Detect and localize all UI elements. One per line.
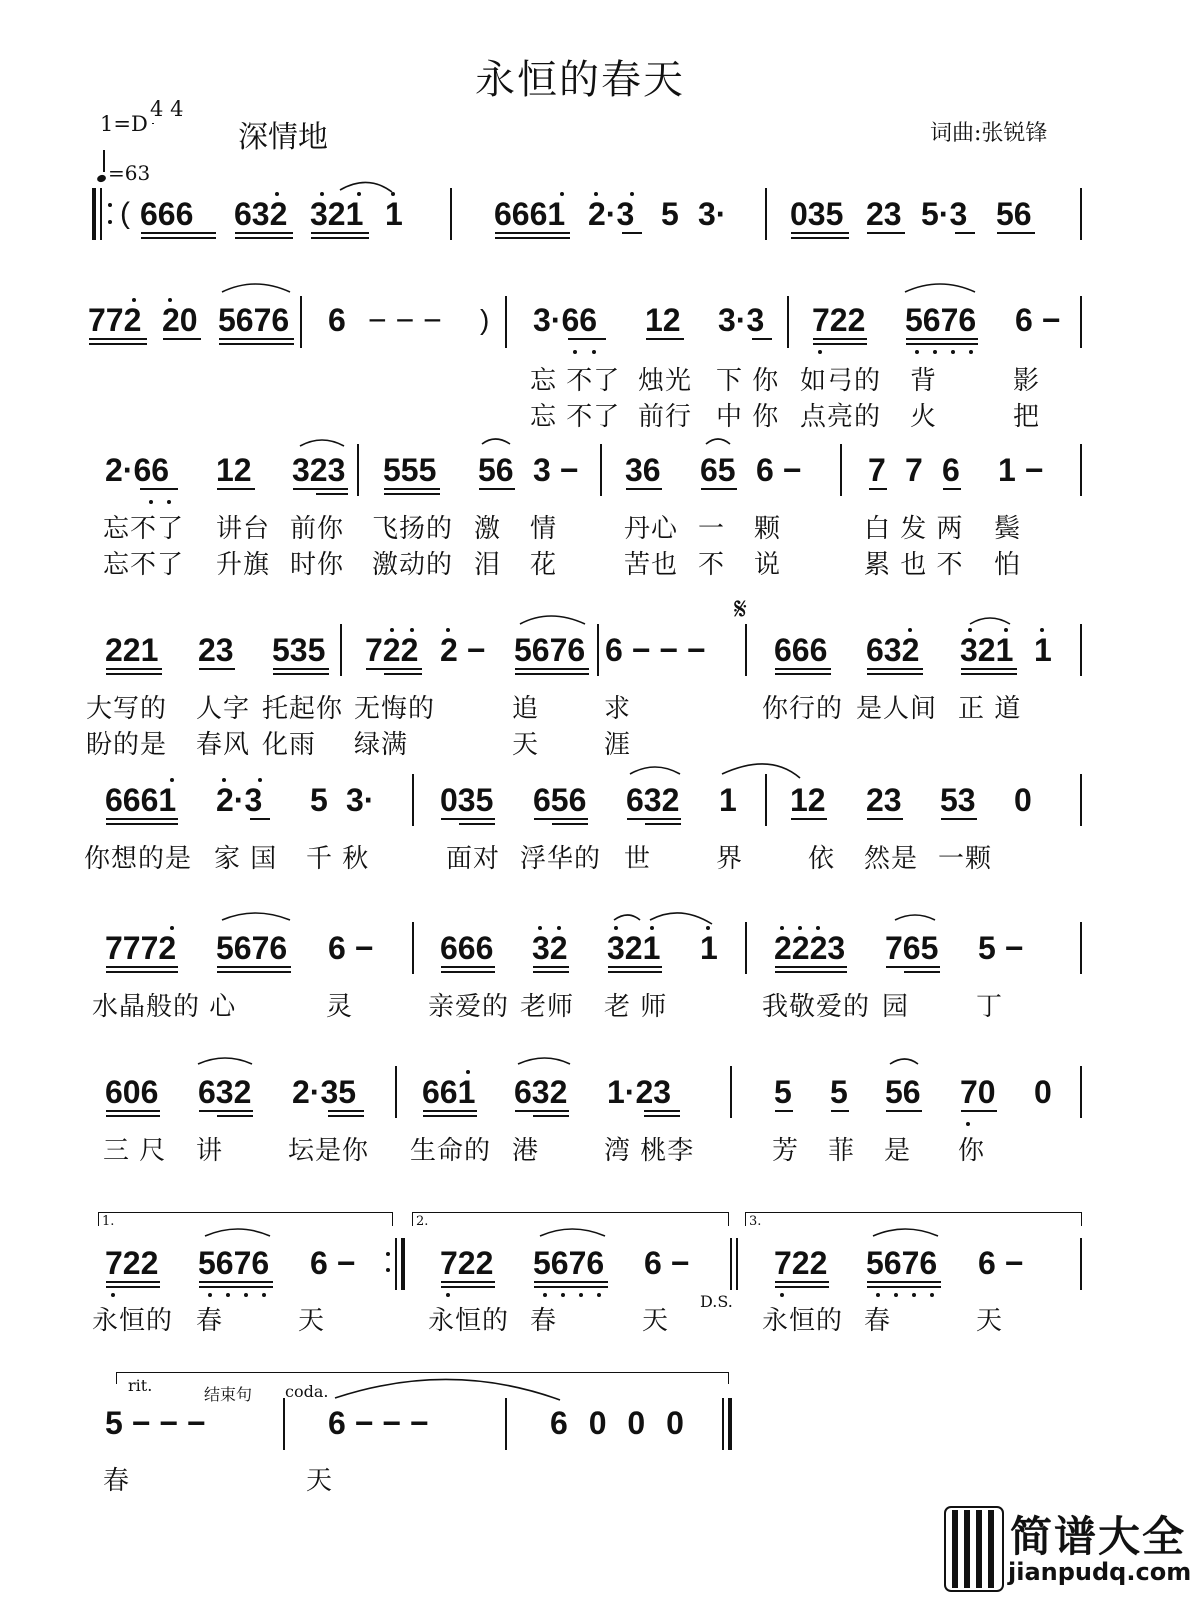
note-group: − − − (368, 302, 442, 338)
note-group: 6 − (310, 1245, 356, 1281)
lyric: 烛光 (638, 366, 693, 396)
note-group: 6 − − − (328, 1405, 429, 1441)
lyric: 苦也 (624, 550, 679, 580)
note-group: 3· (698, 196, 727, 232)
lyric: 生命的 (410, 1136, 492, 1166)
note-group: 23 (866, 196, 902, 232)
note-group: 323 (292, 452, 346, 488)
note-group: 632 (866, 632, 920, 668)
lyric: 春 (530, 1306, 558, 1336)
credit-line: 词曲:张锐锋 (930, 121, 1048, 146)
lyric: 怕 (994, 550, 1022, 580)
lyric: 水晶般的 心 (92, 992, 237, 1022)
lyric: 不 (698, 550, 726, 580)
note-group: 2·3 (588, 196, 635, 232)
lyric: 坛是你 (288, 1136, 370, 1166)
note-group: 23 (866, 782, 902, 818)
note-group: 722 (774, 1245, 828, 1281)
note-group: 32 (532, 930, 568, 966)
lyric: 永恒的 (762, 1306, 844, 1336)
lyric: 是 (884, 1136, 912, 1166)
lyric: 天 (298, 1306, 326, 1336)
lyric: 如弓的 (800, 366, 882, 396)
note-group: 5676 (866, 1245, 938, 1281)
note-group: 6 0 0 0 (550, 1405, 690, 1441)
lyric: 把 (1013, 402, 1041, 432)
note-group: 3·3 (718, 302, 765, 338)
lyric: 三 尺 (103, 1136, 167, 1166)
lyric: 灵 (326, 992, 354, 1022)
lyric: 涯 (604, 730, 632, 760)
note-group: 6 − (756, 452, 802, 488)
note-group: 0 (1014, 782, 1032, 818)
note-group: 2·35 (292, 1074, 357, 1110)
lyric: 飞扬的 (372, 514, 454, 544)
lyric: 背 (910, 366, 938, 396)
note-group: 5 (830, 1074, 848, 1110)
lyric: 天 (306, 1466, 334, 1496)
note-group: 666 (774, 632, 828, 668)
lyric: 千 秋 (306, 844, 370, 874)
note-group: 1·23 (607, 1074, 672, 1110)
lyric: 点亮的 (800, 402, 882, 432)
lyric: 影 (1013, 366, 1041, 396)
lyric: 老师 (520, 992, 575, 1022)
lyric: 忘不了 (103, 514, 185, 544)
lyric: 老 师 (604, 992, 668, 1022)
ending-2-label: 2. (416, 1214, 429, 1229)
note-group: 666 (440, 930, 494, 966)
lyric: 面对 (446, 844, 501, 874)
note-group: 53 (940, 782, 976, 818)
lyric: 亲爱的 (428, 992, 510, 1022)
lyric: 春风 (196, 730, 251, 760)
note-group: 65 (700, 452, 736, 488)
lyric: 绿满 (354, 730, 409, 760)
note-group: 661 (422, 1074, 476, 1110)
lyric: 累 也 不 (864, 550, 964, 580)
note-group: 632 (234, 196, 288, 232)
ending-3-label: 3. (749, 1214, 762, 1229)
note-group: 7 (868, 452, 886, 488)
lyric: 春 (196, 1306, 224, 1336)
lyric: 颗 (754, 514, 782, 544)
lyric: 永恒的 (92, 1306, 174, 1336)
note-group: 56 (885, 1074, 921, 1110)
note-group: 6 − (1015, 302, 1061, 338)
time-signature (150, 96, 184, 123)
note-group: 632 (626, 782, 680, 818)
note-group: 555 (383, 452, 437, 488)
lyric: 天 (642, 1306, 670, 1336)
watermark-name: 简谱大全 (1010, 1512, 1187, 1561)
lyric: 前你 (290, 514, 345, 544)
note-group: 765 (885, 930, 939, 966)
note-group: 656 (533, 782, 587, 818)
lyric: 忘 不了 (530, 366, 621, 396)
lyric: 托起你 (262, 694, 344, 724)
lyric: 你想的是 (84, 844, 193, 874)
lyric: 世 (624, 844, 652, 874)
note-group: 035 (440, 782, 494, 818)
note-group: 3· (346, 782, 375, 818)
lyric: 你行的 (762, 694, 844, 724)
note-group: 035 (790, 196, 844, 232)
lyric: 追 (512, 694, 540, 724)
lyric: 丹心 (624, 514, 679, 544)
note-group: 5676 (905, 302, 977, 338)
note-group: 5676 (218, 302, 290, 338)
note-group: 221 (105, 632, 159, 668)
note-group: 6 − (978, 1245, 1024, 1281)
rit-mark: rit. (128, 1376, 153, 1395)
note-group: 722 (440, 1245, 494, 1281)
note-group: 6 − (328, 930, 374, 966)
note-group: 5 (310, 782, 328, 818)
key-signature: 1=D (100, 112, 148, 136)
lyric: 湾 桃李 (604, 1136, 695, 1166)
note-group: 1 (1034, 632, 1052, 668)
note-group: 20 (162, 302, 198, 338)
note-group: 12 (645, 302, 681, 338)
lyric: 春 (103, 1466, 131, 1496)
lyric: 港 (512, 1136, 540, 1166)
lyric: 前行 (638, 402, 693, 432)
note-group: 5 − − − (105, 1405, 206, 1441)
score-page: 永恒的春天 1=D 4 4 深情地 词曲:张锐锋 =63 ( 666 632 321 1 6661 2·3 5 3· 035 23 5·3 56 772 20 5676 6 − − − ) 3·66 12 3·3 722 5676 6 − 忘 不了 烛光 下 你 如弓的 背 影 忘 不了 前行 中 你 点亮的 火 把 2·66 12 323 555 56 3 − 36 65 6 − 7 7 6 1 − 忘不了 讲台 前你 飞扬的 激 情 丹心 一 颗 白 发 两 鬓 忘不了 升旗 时你 激动的 泪 花 苦也 不 说 累 也 不 怕 221 23 535 722 2 − 5676 6 − − − 𝄋 666 632 321 1 大写的 人字 托起你 无悔的 追 求 你行的 是人间 正 道 盼的是 春风 化雨 绿满 天 涯 6661 2·3 5 3· 035 656 632 1 12 23 53 0 你想的是 家 国 千 秋 面对 浮华的 世 界 依 然是 一颗 7772 5676 6 − 666 32 321 1 2223 765 5 − 水晶般的 心 灵 亲爱的 老师 老 师 我敬爱的 园 丁 606 632 2·35 661 632 1·23 5 5 56 70 0 三 尺 讲 坛是你 生命的 港 湾 桃李 芳 菲 是 你 1. 2. 3. 722 5676 6 − 722 5676 6 − D.S. 722 5676 6 − 永恒的 春 天 永恒的 春 天 永恒的 春 天 rit. 结束句 coda. 5 − − − 6 − − − 6 0 0 0 春 天 简谱大全 jianpudq.com (0, 0, 1200, 1621)
note-group: 0 (1034, 1074, 1052, 1110)
lyric: 是人间 (856, 694, 938, 724)
lyric: 求 (604, 694, 632, 724)
lyric: 白 发 两 (864, 514, 964, 544)
note-group: 2·66 (105, 452, 170, 488)
lyric: 鬓 (994, 514, 1022, 544)
note-group: 2·3 (216, 782, 263, 818)
lyric: 中 你 (716, 402, 780, 432)
watermark-url: jianpudq.com (1008, 1558, 1192, 1586)
tempo-value: =63 (108, 161, 151, 185)
note-group: 321 (310, 196, 364, 232)
lyric: 一颗 (938, 844, 993, 874)
page-title: 永恒的春天 (475, 57, 685, 103)
note-group: 1 (700, 930, 718, 966)
time-sig-top: 4 (150, 97, 164, 121)
note-group: 5 (661, 196, 679, 232)
note-group: 1 (719, 782, 737, 818)
ending-phrase-mark: 结束句 (204, 1385, 253, 1404)
note-group: 12 (216, 452, 252, 488)
lyric: 春 (864, 1306, 892, 1336)
watermark-logo (944, 1502, 1194, 1612)
quarter-note-icon (96, 174, 107, 184)
note-group: 23 (198, 632, 234, 668)
note-group: 70 (960, 1074, 996, 1110)
lyric: 激 (474, 514, 502, 544)
lyric: 盼的是 (86, 730, 168, 760)
lyric: 讲 (196, 1136, 224, 1166)
note-group: 5·3 (921, 196, 968, 232)
lyric: 永恒的 (428, 1306, 510, 1336)
tempo-mark (97, 158, 150, 185)
lyric: 泪 (474, 550, 502, 580)
piano-keys-icon (944, 1506, 1004, 1592)
note-group: 5 − (978, 930, 1024, 966)
lyric: 菲 (828, 1136, 856, 1166)
note-group: 36 (625, 452, 661, 488)
time-sig-bottom: 4 (170, 97, 184, 121)
note-group: 7 (905, 452, 923, 488)
lyric: 正 道 (958, 694, 1022, 724)
note-group: 56 (996, 196, 1032, 232)
lyric: 一 (698, 514, 726, 544)
note-group: 5 (774, 1074, 792, 1110)
note-group: 6 (942, 452, 960, 488)
note-group: 6 − (644, 1245, 690, 1281)
note-group: 6 − − − (605, 632, 706, 668)
lyric: 情 (530, 514, 558, 544)
note-group: 632 (198, 1074, 252, 1110)
lyric: 芳 (772, 1136, 800, 1166)
note-group: 5676 (198, 1245, 270, 1281)
lyric: 界 (716, 844, 744, 874)
lyric: 火 (910, 402, 938, 432)
note-group: 632 (514, 1074, 568, 1110)
lyric: 家 国 (214, 844, 278, 874)
lyric: 说 (754, 550, 782, 580)
note-group: 722 (365, 632, 419, 668)
segno-icon: 𝄋 (734, 593, 747, 626)
ending-1-label: 1. (102, 1214, 115, 1229)
ds-mark: D.S. (700, 1292, 733, 1311)
lyric: 化雨 (262, 730, 317, 760)
note-group: 321 (960, 632, 1014, 668)
lyric: 忘 不了 (530, 402, 621, 432)
lyric: 讲台 (216, 514, 271, 544)
lyric: 园 (882, 992, 910, 1022)
lyric: 无悔的 (354, 694, 436, 724)
note-group: 5676 (216, 930, 288, 966)
lyric: 时你 (290, 550, 345, 580)
note-group: 5676 (533, 1245, 605, 1281)
note-group: 2 − (440, 632, 486, 668)
note-group: 6 (328, 302, 346, 338)
lyric: 大写的 (86, 694, 168, 724)
lyric: 然是 (864, 844, 919, 874)
note-group: 666 (140, 196, 194, 232)
lyric: 忘不了 (103, 550, 185, 580)
note-group: 722 (105, 1245, 159, 1281)
lyric: 依 (808, 844, 836, 874)
lyric: 花 (530, 550, 558, 580)
expression-mark: 深情地 (238, 120, 328, 155)
note-group: 606 (105, 1074, 159, 1110)
note-group: 6661 (494, 196, 566, 232)
lyric: 激动的 (372, 550, 454, 580)
note-group: 5676 (514, 632, 586, 668)
note-group: 722 (812, 302, 866, 338)
note-group: 6661 (105, 782, 177, 818)
lyric: 我敬爱的 (762, 992, 871, 1022)
note-group: 2223 (774, 930, 846, 966)
lyric: 浮华的 (520, 844, 602, 874)
note-group: 12 (790, 782, 826, 818)
note-group: 535 (272, 632, 326, 668)
note-group: 56 (478, 452, 514, 488)
note-group: 1 (385, 196, 403, 232)
note-group: 1 − (998, 452, 1044, 488)
lyric: 升旗 (216, 550, 271, 580)
lyric: 天 (512, 730, 540, 760)
note-group: 321 (607, 930, 661, 966)
coda-mark: coda. (285, 1382, 329, 1401)
lyric: 人字 (196, 694, 251, 724)
note-group: 7772 (105, 930, 177, 966)
note-group: 772 (88, 302, 142, 338)
note-group: ) (480, 304, 490, 335)
lyric: 丁 (976, 992, 1004, 1022)
lyric: 你 (958, 1136, 986, 1166)
note-group: 3·66 (533, 302, 598, 338)
note-group: 3 − (533, 452, 579, 488)
lyric: 天 (976, 1306, 1004, 1336)
lyric: 下 你 (716, 366, 780, 396)
